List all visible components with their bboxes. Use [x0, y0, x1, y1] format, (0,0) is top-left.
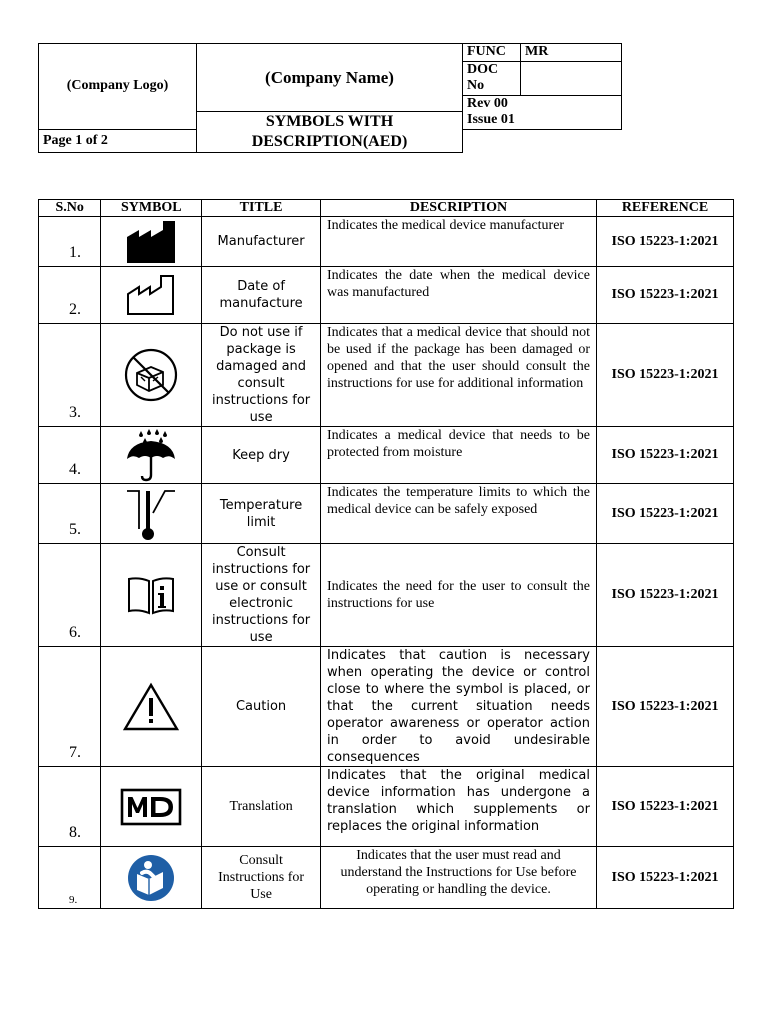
- table-row: [39, 267, 734, 324]
- row-title: Consult Instructions for Use: [202, 847, 321, 909]
- row-title: Do not use if package is damaged and consult instructions for use: [202, 324, 321, 427]
- row-description: Indicates that the user must read and understand the Instructions for Use before operating or handling the device.: [321, 847, 597, 909]
- row-title: Manufacturer: [202, 217, 321, 267]
- doc-no-value: [521, 62, 622, 96]
- symbols-table: [38, 199, 734, 909]
- temperature-limit-icon: [123, 485, 179, 543]
- row-number: 2.: [69, 301, 81, 318]
- document-header: [38, 43, 622, 153]
- row-reference: ISO 15223-1:2021: [596, 324, 733, 427]
- col-header-sno: S.No: [39, 200, 101, 217]
- table-row: [39, 767, 734, 847]
- row-number: 6.: [69, 624, 81, 641]
- row-description: Indicates the date when the medical device was manufactured: [321, 267, 597, 324]
- col-header-symbol: SYMBOL: [101, 200, 202, 217]
- row-title: Consult instructions for use or consult electronic instructions for use: [202, 544, 321, 647]
- row-reference: ISO 15223-1:2021: [596, 767, 733, 847]
- do-not-use-if-damaged-icon: [123, 347, 179, 403]
- row-description: Indicates the need for the user to consult the instructions for use: [321, 544, 597, 647]
- read-manual-icon: [127, 854, 175, 902]
- row-description: Indicates that a medical device that should not be used if the package has been damaged or opened and that the user should consult the instructions for use for additional information: [321, 324, 597, 427]
- table-row: [39, 847, 734, 909]
- company-logo: (Company Logo): [39, 44, 197, 130]
- func-value: MR: [521, 44, 622, 62]
- table-row: [39, 647, 734, 767]
- row-description: Indicates that the original medical device information has undergone a translation which supplements or replaces the original information: [321, 767, 597, 847]
- keep-dry-icon: [123, 427, 179, 483]
- table-row: [39, 484, 734, 544]
- row-title: Date of manufacture: [202, 267, 321, 324]
- row-reference: ISO 15223-1:2021: [596, 217, 733, 267]
- row-reference: ISO 15223-1:2021: [596, 647, 733, 767]
- func-label: FUNC: [463, 44, 521, 62]
- rev-issue: Rev 00 Issue 01: [463, 96, 622, 130]
- caution-icon: [122, 682, 180, 732]
- row-description: Indicates that caution is necessary when operating the device or control close to where the symbol is placed, or that the current situation needs operator awareness or operator action in order to avoid undesirable consequences: [321, 647, 597, 767]
- row-reference: ISO 15223-1:2021: [596, 544, 733, 647]
- table-row: [39, 427, 734, 484]
- row-number: 5.: [69, 521, 81, 538]
- row-number: 3.: [69, 404, 81, 421]
- md-translation-icon: [120, 788, 182, 826]
- row-number: 7.: [69, 744, 81, 761]
- table-row: [39, 324, 734, 427]
- row-reference: ISO 15223-1:2021: [596, 484, 733, 544]
- row-description: Indicates the medical device manufacturer: [321, 217, 597, 267]
- row-reference: ISO 15223-1:2021: [596, 847, 733, 909]
- row-number: 4.: [69, 461, 81, 478]
- document-title: SYMBOLS WITH DESCRIPTION(AED): [197, 112, 463, 153]
- row-reference: ISO 15223-1:2021: [596, 427, 733, 484]
- consult-instructions-icon: [125, 575, 177, 615]
- row-reference: ISO 15223-1:2021: [596, 267, 733, 324]
- col-header-title: TITLE: [202, 200, 321, 217]
- row-number: 9.: [69, 894, 78, 906]
- table-row: [39, 217, 734, 267]
- row-number: 1.: [69, 244, 81, 261]
- table-header-row: [39, 200, 734, 217]
- page-number: Page 1 of 2: [39, 129, 463, 152]
- row-number: 8.: [69, 824, 81, 841]
- doc-no-label: DOC No: [463, 62, 521, 96]
- manufacturer-icon: [125, 219, 177, 265]
- date-of-manufacture-icon: [125, 272, 177, 318]
- col-header-reference: REFERENCE: [596, 200, 733, 217]
- row-description: Indicates the temperature limits to which the medical device can be safely exposed: [321, 484, 597, 544]
- row-title: Caution: [202, 647, 321, 767]
- company-name: (Company Name): [197, 44, 463, 112]
- row-title: Keep dry: [202, 427, 321, 484]
- table-row: [39, 544, 734, 647]
- row-description: Indicates a medical device that needs to be protected from moisture: [321, 427, 597, 484]
- row-title: Temperature limit: [202, 484, 321, 544]
- col-header-description: DESCRIPTION: [321, 200, 597, 217]
- row-title: Translation: [202, 767, 321, 847]
